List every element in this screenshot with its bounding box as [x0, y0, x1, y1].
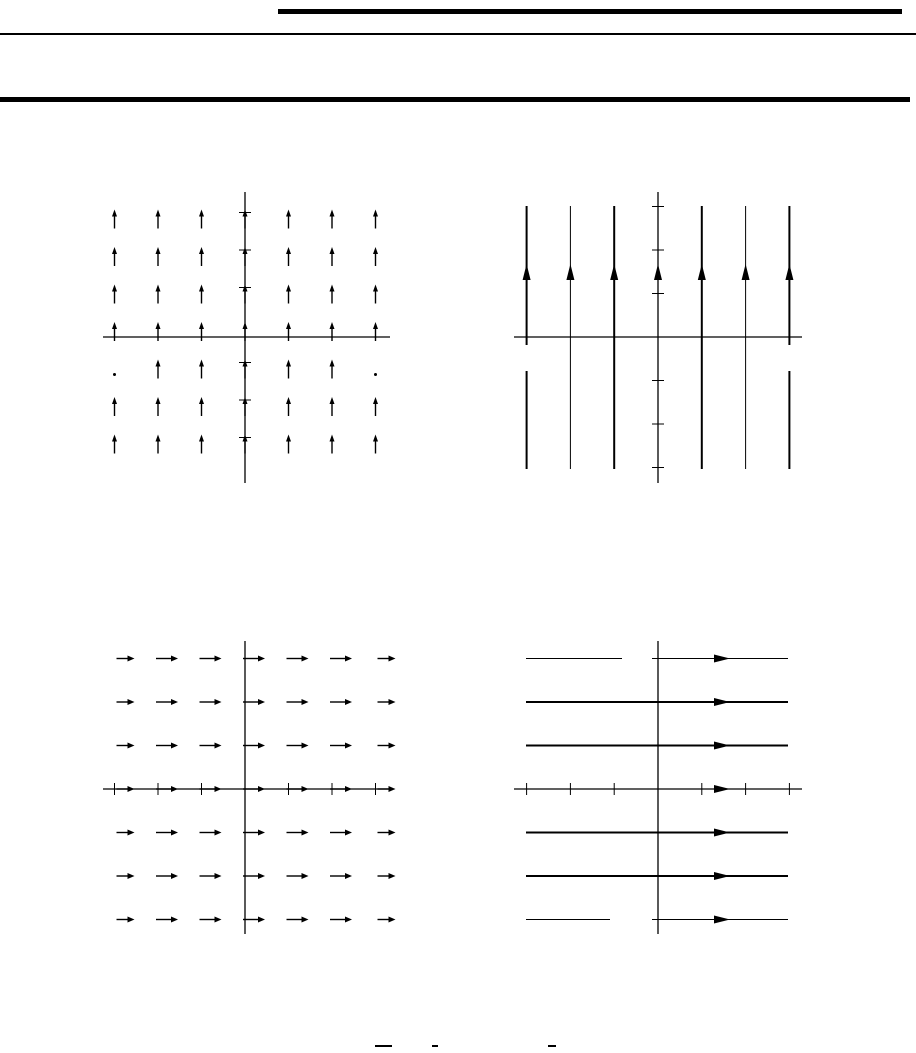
- arrow-head: [112, 322, 117, 329]
- arrow-head: [171, 743, 178, 749]
- arrow-head: [330, 210, 335, 217]
- flow-arrow-head: [523, 264, 531, 280]
- flow-arrow-head: [714, 916, 730, 924]
- arrow-head: [286, 210, 291, 217]
- flow-arrow-head: [566, 264, 574, 280]
- arrow-head: [199, 247, 204, 254]
- arrow-head: [128, 830, 135, 836]
- zero-vector-dot: [374, 373, 377, 376]
- arrow-head: [171, 699, 178, 705]
- arrow-head: [302, 699, 309, 705]
- arrow-head: [286, 435, 291, 442]
- arrow-head: [389, 873, 396, 879]
- horizontal-vector-field-panel: [103, 641, 396, 934]
- arrow-head: [215, 830, 222, 836]
- arrow-head: [128, 699, 135, 705]
- arrow-head: [345, 873, 352, 879]
- arrow-head: [389, 656, 396, 662]
- arrow-head: [258, 873, 265, 879]
- arrow-head: [302, 917, 309, 923]
- arrow-head: [128, 786, 135, 792]
- arrow-head: [171, 917, 178, 923]
- arrow-head: [199, 285, 204, 292]
- arrow-head: [156, 397, 161, 404]
- arrow-head: [171, 873, 178, 879]
- arrow-head: [112, 285, 117, 292]
- arrow-head: [302, 873, 309, 879]
- arrow-head: [286, 285, 291, 292]
- arrow-head: [330, 360, 335, 367]
- zero-vector-dot: [113, 373, 116, 376]
- arrow-head: [112, 247, 117, 254]
- arrow-head: [373, 210, 378, 217]
- arrow-head: [215, 873, 222, 879]
- arrow-head: [258, 656, 265, 662]
- horizontal-flow-lines-panel: [514, 641, 802, 934]
- arrow-head: [389, 917, 396, 923]
- arrow-head: [171, 786, 178, 792]
- arrow-head: [199, 210, 204, 217]
- arrow-head: [215, 656, 222, 662]
- arrow-head: [258, 786, 265, 792]
- arrow-head: [345, 830, 352, 836]
- arrow-head: [215, 917, 222, 923]
- flow-arrow-head: [714, 698, 730, 706]
- arrow-head: [156, 285, 161, 292]
- arrow-head: [128, 873, 135, 879]
- arrow-head: [286, 247, 291, 254]
- arrow-head: [345, 656, 352, 662]
- arrow-head: [258, 830, 265, 836]
- flow-arrow-head: [714, 872, 730, 880]
- arrow-head: [156, 210, 161, 217]
- arrow-head: [156, 360, 161, 367]
- flow-arrow-head: [785, 264, 793, 280]
- flow-arrow-head: [654, 264, 662, 280]
- flow-arrow-head: [742, 264, 750, 280]
- arrow-head: [345, 743, 352, 749]
- flow-arrow-head: [714, 829, 730, 837]
- arrow-head: [215, 786, 222, 792]
- arrow-head: [330, 435, 335, 442]
- vertical-flow-lines-panel: [514, 192, 802, 483]
- arrow-head: [302, 656, 309, 662]
- arrow-head: [373, 397, 378, 404]
- arrow-head: [345, 699, 352, 705]
- arrow-head: [302, 830, 309, 836]
- flow-arrow-head: [610, 264, 618, 280]
- flow-arrow-head: [698, 264, 706, 280]
- arrow-head: [112, 210, 117, 217]
- arrow-head: [373, 322, 378, 329]
- vertical-vector-field-panel: [103, 192, 390, 483]
- arrow-head: [258, 743, 265, 749]
- arrow-head: [199, 397, 204, 404]
- arrow-head: [389, 830, 396, 836]
- arrow-head: [389, 743, 396, 749]
- arrow-head: [199, 435, 204, 442]
- arrow-head: [286, 397, 291, 404]
- arrow-head: [199, 360, 204, 367]
- arrow-head: [128, 917, 135, 923]
- arrow-head: [171, 656, 178, 662]
- arrow-head: [389, 699, 396, 705]
- arrow-head: [112, 397, 117, 404]
- arrow-head: [302, 786, 309, 792]
- arrow-head: [156, 435, 161, 442]
- arrow-head: [156, 322, 161, 329]
- flow-arrow-head: [714, 655, 730, 663]
- arrow-head: [345, 917, 352, 923]
- flow-arrow-head: [714, 742, 730, 750]
- arrow-head: [373, 285, 378, 292]
- arrow-head: [330, 247, 335, 254]
- arrow-head: [286, 360, 291, 367]
- arrow-head: [258, 917, 265, 923]
- axis-flow-arrow-head: [714, 785, 730, 793]
- arrow-head: [258, 699, 265, 705]
- arrow-head: [171, 830, 178, 836]
- arrow-head: [389, 786, 396, 792]
- arrow-head: [330, 322, 335, 329]
- arrow-head: [330, 285, 335, 292]
- arrow-head: [199, 322, 204, 329]
- arrow-head: [345, 786, 352, 792]
- arrow-head: [243, 322, 248, 329]
- arrow-head: [286, 322, 291, 329]
- arrow-head: [302, 743, 309, 749]
- arrow-head: [128, 656, 135, 662]
- arrow-head: [112, 435, 117, 442]
- arrow-head: [330, 397, 335, 404]
- arrow-head: [373, 435, 378, 442]
- arrow-head: [156, 247, 161, 254]
- arrow-head: [215, 743, 222, 749]
- arrow-head: [373, 247, 378, 254]
- arrow-head: [128, 743, 135, 749]
- arrow-head: [215, 699, 222, 705]
